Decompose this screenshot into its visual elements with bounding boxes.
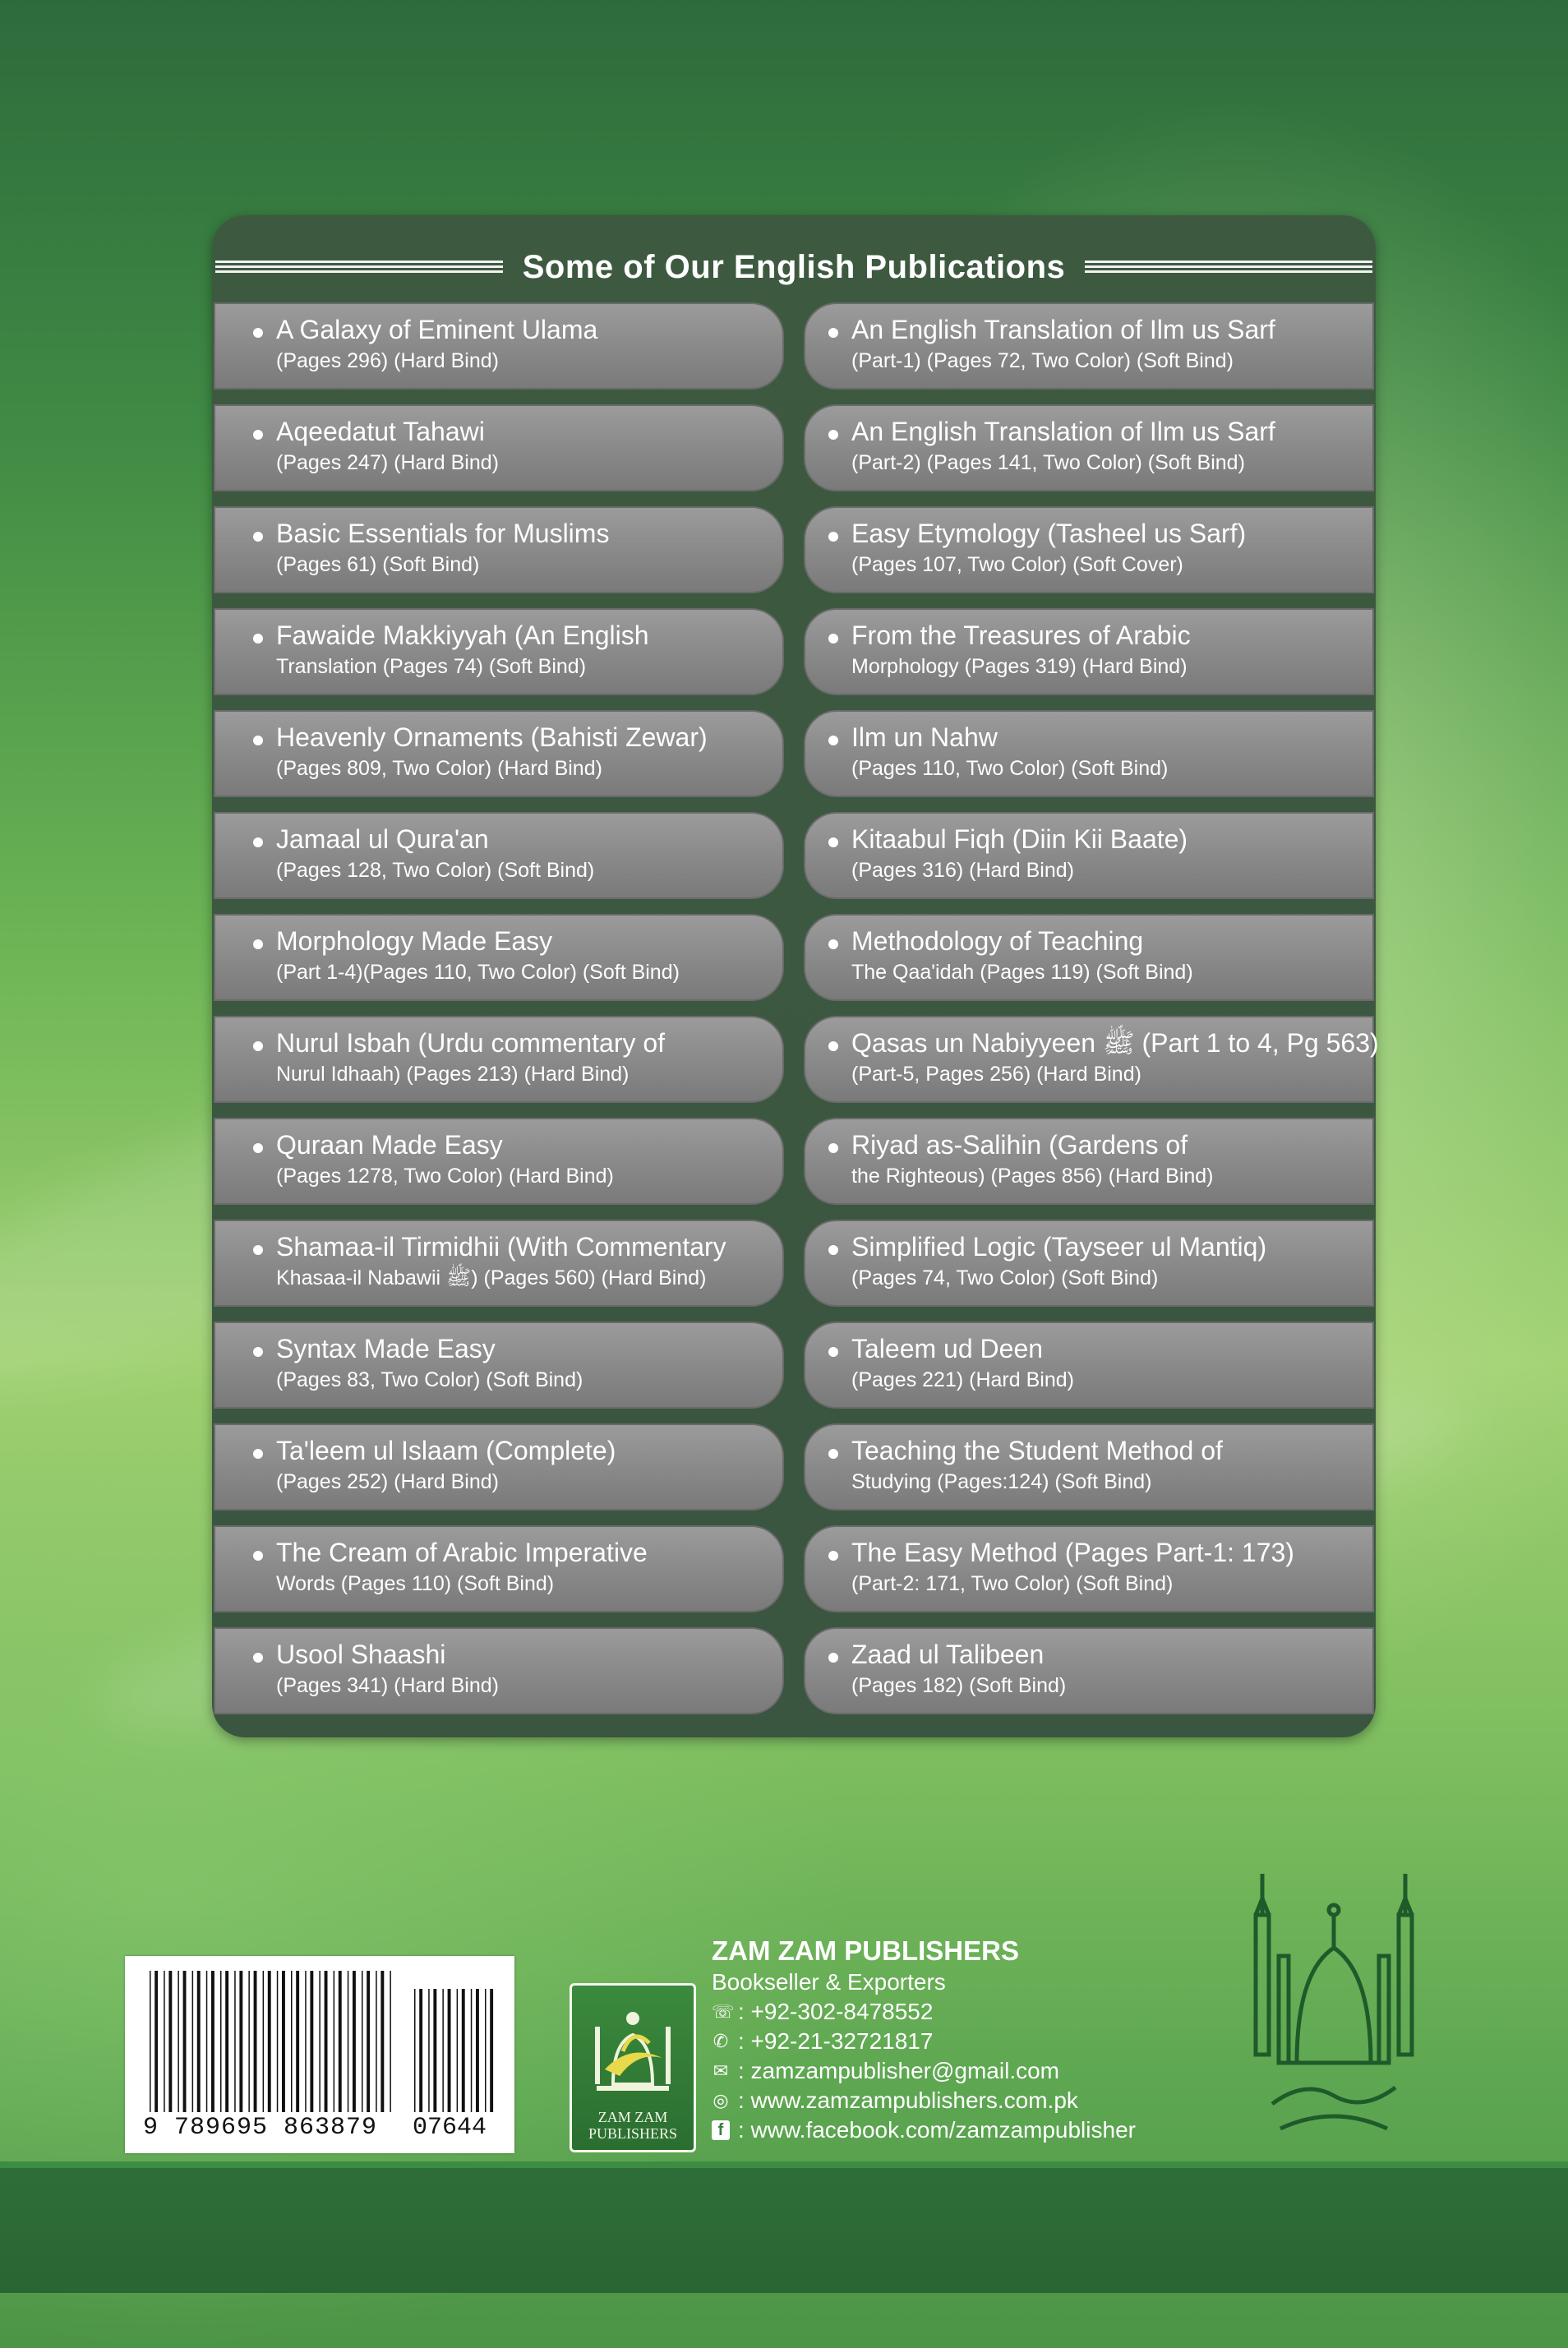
publication-card-left (214, 302, 784, 390)
mosque-logo-icon (580, 1994, 685, 2109)
bullet-icon (828, 736, 838, 745)
publication-card-right (804, 812, 1374, 899)
barcode-bar (268, 1971, 271, 2112)
facebook-line (712, 2115, 1136, 2145)
publication-title: Zaad ul Talibeen (851, 1640, 1045, 1669)
barcode-bar (428, 1989, 430, 2112)
publication-details: Nurul Idhaah) (Pages 213) (Hard Bind) (276, 1063, 630, 1086)
mobile-whatsapp-icon: ☏ (712, 2001, 735, 2022)
publication-card-right (804, 1423, 1374, 1511)
publication-card-left (214, 914, 784, 1001)
barcode-bar (367, 1971, 370, 2112)
publication-title: The Easy Method (Pages Part-1: 173) (851, 1538, 1294, 1567)
facebook-url: : www.facebook.com/zamzampublisher (738, 2117, 1136, 2143)
header-rule-left (215, 261, 503, 274)
publication-details: (Pages 61) (Soft Bind) (276, 553, 480, 576)
barcode-bar (183, 1971, 187, 2112)
publication-title: An English Translation of Ilm us Sarf (851, 315, 1275, 344)
publication-details: (Part-5, Pages 256) (Hard Bind) (851, 1063, 1141, 1086)
barcode-bar (376, 1971, 377, 2112)
barcode-bar (476, 1989, 479, 2112)
barcode-bar (353, 1971, 356, 2112)
mobile-number: : +92-302-8478552 (738, 1999, 934, 2024)
barcode-bar (211, 1971, 214, 2112)
bullet-icon (828, 328, 838, 338)
facebook-icon: f (712, 2120, 730, 2140)
publication-details: (Pages 128, Two Color) (Soft Bind) (276, 859, 595, 882)
barcode-bar (168, 1971, 172, 2112)
publisher-logo (570, 1983, 696, 2152)
barcode-bar (339, 1971, 342, 2112)
publication-title: From the Treasures of Arabic (851, 620, 1191, 650)
bullet-icon (253, 1449, 263, 1459)
barcode-bar (334, 1971, 335, 2112)
publication-title: Riyad as-Salihin (Gardens of (851, 1130, 1188, 1160)
barcode-bar (296, 1971, 299, 2112)
mobile-line (712, 1997, 1136, 2027)
publication-details: Words (Pages 110) (Soft Bind) (276, 1572, 555, 1595)
publication-card-left (214, 1322, 784, 1409)
barcode-bar (277, 1971, 279, 2112)
barcode-bar (414, 1989, 416, 2112)
bullet-icon (828, 1551, 838, 1561)
barcode-bar (362, 1971, 363, 2112)
website-line (712, 2086, 1136, 2115)
barcode-bar (448, 1989, 451, 2112)
website-url: : www.zamzampublishers.com.pk (738, 2087, 1078, 2113)
publication-title: Ta'leem ul Islaam (Complete) (276, 1436, 616, 1465)
publication-details: (Pages 252) (Hard Bind) (276, 1470, 499, 1493)
publication-details: (Pages 182) (Soft Bind) (851, 1674, 1067, 1697)
bullet-icon (828, 634, 838, 644)
barcode-bar (178, 1971, 179, 2112)
email-line (712, 2056, 1136, 2086)
publication-details: Studying (Pages:124) (Soft Bind) (851, 1470, 1152, 1493)
bullet-icon (828, 430, 838, 440)
publication-title: Taleem ud Deen (851, 1334, 1044, 1363)
publication-card-left (214, 710, 784, 797)
publication-details: (Pages 247) (Hard Bind) (276, 451, 499, 474)
publication-details: (Pages 221) (Hard Bind) (851, 1368, 1074, 1391)
publication-details: (Pages 296) (Hard Bind) (276, 349, 499, 372)
barcode-bar (433, 1989, 436, 2112)
barcode-bar (220, 1971, 222, 2112)
barcode-bar (154, 1971, 158, 2112)
publication-title: Basic Essentials for Muslims (276, 519, 610, 548)
publication-details: Translation (Pages 74) (Soft Bind) (276, 655, 587, 678)
publication-card-right (804, 404, 1374, 491)
barcode-addon-bars (413, 1989, 498, 2112)
publication-card-left (214, 1016, 784, 1103)
publication-details: (Pages 316) (Hard Bind) (851, 859, 1074, 882)
bullet-icon (253, 328, 263, 338)
publication-card-right (804, 914, 1374, 1001)
publication-details: Morphology (Pages 319) (Hard Bind) (851, 655, 1188, 678)
publication-details: (Part 1-4)(Pages 110, Two Color) (Soft Bind) (276, 961, 680, 984)
header-rule-right (1085, 261, 1372, 274)
bullet-icon (253, 430, 263, 440)
publication-title: Morphology Made Easy (276, 926, 553, 956)
publication-card-right (804, 302, 1374, 390)
publication-card-left (214, 1525, 784, 1612)
publications-panel (212, 215, 1379, 1737)
publications-grid (214, 302, 1379, 1714)
bullet-icon (253, 532, 263, 542)
publication-details: (Part-1) (Pages 72, Two Color) (Soft Bind) (851, 349, 1234, 372)
publication-details: (Pages 83, Two Color) (Soft Bind) (276, 1368, 583, 1391)
publication-card-right (804, 1016, 1379, 1103)
publication-title: Jamaal ul Qura'an (276, 824, 489, 854)
barcode-bars (148, 1971, 394, 2112)
publication-details: (Pages 110, Two Color) (Soft Bind) (851, 757, 1169, 780)
publication-card-right (804, 1118, 1374, 1205)
publication-card-right (804, 710, 1374, 797)
bullet-icon (253, 1551, 263, 1561)
bullet-icon (253, 1041, 263, 1051)
publication-details: (Pages 74, Two Color) (Soft Bind) (851, 1266, 1159, 1289)
publication-card-right (804, 1525, 1374, 1612)
barcode-bar (442, 1989, 444, 2112)
publication-details: (Pages 1278, Two Color) (Hard Bind) (276, 1165, 614, 1188)
publication-title: Simplified Logic (Tayseer ul Mantiq) (851, 1232, 1267, 1262)
phone-icon: ✆ (713, 2031, 729, 2051)
publication-card-right (804, 1220, 1374, 1307)
bullet-icon (253, 634, 263, 644)
bullet-icon (828, 1347, 838, 1357)
publication-title: Quraan Made Easy (276, 1130, 503, 1160)
bullet-icon (253, 939, 263, 949)
barcode-bar (254, 1971, 257, 2112)
publication-card-left (214, 1220, 784, 1307)
globe-icon: ◎ (713, 2090, 729, 2110)
bullet-icon (828, 1449, 838, 1459)
publication-card-right (804, 1627, 1374, 1714)
publication-title: Nurul Isbah (Urdu commentary of (276, 1028, 666, 1058)
bullet-icon (828, 939, 838, 949)
publication-card-left (214, 1627, 784, 1714)
publication-details: (Pages 341) (Hard Bind) (276, 1674, 499, 1697)
publication-details: (Pages 809, Two Color) (Hard Bind) (276, 757, 602, 780)
publication-title: Syntax Made Easy (276, 1334, 496, 1363)
publication-card-right (804, 608, 1374, 695)
barcode-bar (263, 1971, 265, 2112)
publication-details: (Part-2: 171, Two Color) (Soft Bind) (851, 1572, 1174, 1595)
publication-details: The Qaa'idah (Pages 119) (Soft Bind) (851, 961, 1193, 984)
publication-title: Heavenly Ornaments (Bahisti Zewar) (276, 722, 708, 752)
bullet-icon (828, 1041, 838, 1051)
barcode-bar (310, 1971, 313, 2112)
publisher-info (712, 1935, 1136, 2145)
bullet-icon (253, 1143, 263, 1153)
bullet-icon (253, 1653, 263, 1663)
bullet-icon (253, 736, 263, 745)
bullet-icon (828, 1653, 838, 1663)
publication-card-left (214, 506, 784, 593)
publication-title: Aqeedatut Tahawi (276, 417, 485, 446)
barcode-bar (457, 1989, 459, 2112)
bottom-band (0, 2161, 1568, 2293)
bullet-icon (828, 1245, 838, 1255)
barcode-bar (485, 1989, 487, 2112)
panel-header (212, 230, 1376, 304)
publication-title: Ilm un Nahw (851, 722, 998, 752)
barcode-bar (192, 1971, 194, 2112)
barcode-bar (291, 1971, 293, 2112)
barcode-bar (380, 1971, 384, 2112)
publication-details: (Part-2) (Pages 141, Two Color) (Soft Bind) (851, 451, 1245, 474)
barcode-bar (490, 1989, 493, 2112)
publication-title: Kitaabul Fiqh (Diin Kii Baate) (851, 824, 1188, 854)
publication-title: Teaching the Student Method of (851, 1436, 1223, 1465)
publisher-tagline: Bookseller & Exporters (712, 1969, 946, 1995)
barcode-bar (206, 1971, 208, 2112)
publication-title: Methodology of Teaching (851, 926, 1144, 956)
barcode-bar (282, 1971, 285, 2112)
barcode-bar (419, 1989, 422, 2112)
bullet-icon (828, 837, 838, 847)
barcode-bar (390, 1971, 391, 2112)
phone-number: : +92-21-32721817 (738, 2028, 934, 2054)
bullet-icon (828, 1143, 838, 1153)
email-icon: ✉ (713, 2060, 729, 2081)
publication-card-right (804, 1322, 1374, 1409)
barcode-bar (239, 1971, 242, 2112)
publication-title: Shamaa-il Tirmidhii (With Commentary (276, 1232, 726, 1262)
publication-details: Khasaa-il Nabawii ﷺ) (Pages 560) (Hard Bind) (276, 1266, 707, 1289)
publication-title: Fawaide Makkiyyah (An English (276, 620, 649, 650)
publication-card-left (214, 608, 784, 695)
panel-title: Some of Our English Publications (522, 248, 1066, 285)
publication-card-left (214, 1423, 784, 1511)
publication-title: A Galaxy of Eminent Ulama (276, 315, 598, 344)
publication-card-left (214, 1118, 784, 1205)
publication-title: Easy Etymology (Tasheel us Sarf) (851, 519, 1247, 548)
barcode-bar (319, 1971, 321, 2112)
bullet-icon (253, 837, 263, 847)
bullet-icon (253, 1347, 263, 1357)
barcode-bar (348, 1971, 349, 2112)
logo-text-line2: PUBLISHERS (588, 2125, 678, 2142)
publication-card-right (804, 506, 1374, 593)
publication-title: An English Translation of Ilm us Sarf (851, 417, 1275, 446)
barcode-bar (462, 1989, 465, 2112)
publication-details: (Pages 107, Two Color) (Soft Cover) (851, 553, 1183, 576)
bullet-icon (253, 1245, 263, 1255)
barcode-bar (325, 1971, 328, 2112)
barcode-bar (234, 1971, 236, 2112)
publication-card-left (214, 812, 784, 899)
publisher-name: ZAM ZAM PUBLISHERS (712, 1935, 1019, 1966)
barcode-bar (305, 1971, 307, 2112)
barcode (125, 1956, 514, 2153)
email-address: : zamzampublisher@gmail.com (738, 2058, 1059, 2083)
publication-title: Qasas un Nabiyyeen ﷺ (Part 1 to 4, Pg 563) (851, 1028, 1379, 1058)
barcode-bar (164, 1971, 165, 2112)
mosque-emblem-icon (1239, 1857, 1428, 2170)
isbn-digits: 9 789695 863879 (143, 2114, 378, 2142)
bullet-icon (828, 532, 838, 542)
barcode-bar (471, 1989, 473, 2112)
publication-title: The Cream of Arabic Imperative (276, 1538, 648, 1567)
barcode-bar (248, 1971, 250, 2112)
phone-line (712, 2027, 1136, 2056)
publication-details: the Righteous) (Pages 856) (Hard Bind) (851, 1165, 1214, 1188)
barcode-addon-digits: 07644 (413, 2114, 487, 2142)
publication-card-left (214, 404, 784, 491)
barcode-bar (197, 1971, 201, 2112)
barcode-bar (225, 1971, 228, 2112)
barcode-bar (150, 1971, 151, 2112)
logo-text-line1: ZAM ZAM (597, 2109, 668, 2125)
publication-title: Usool Shaashi (276, 1640, 446, 1669)
